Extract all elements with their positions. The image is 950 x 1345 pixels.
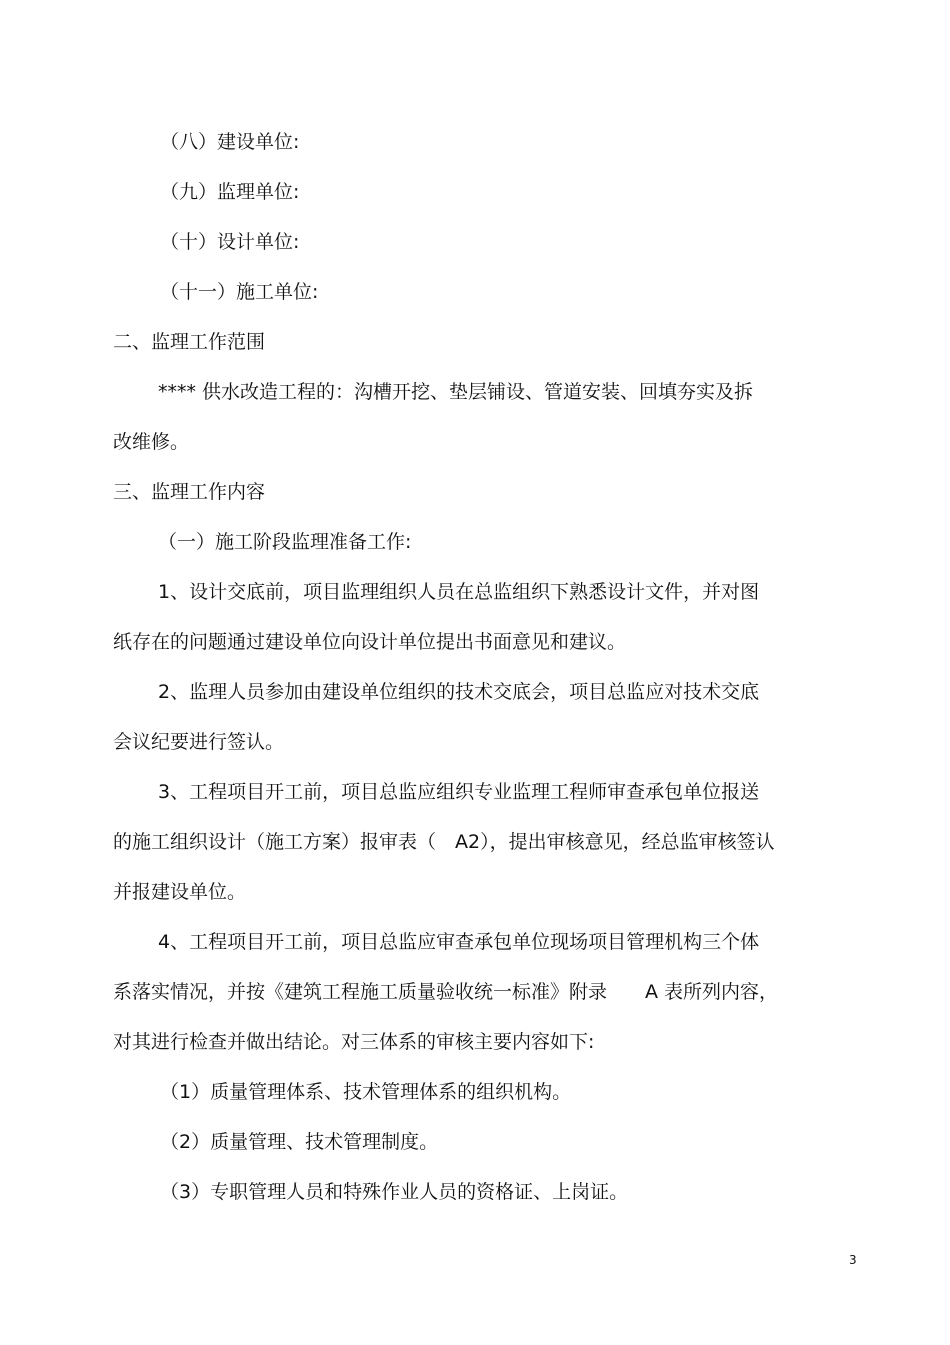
paragraph-line: 对其进行检查并做出结论。对三体系的审核主要内容如下: — [113, 1031, 595, 1053]
list-item: （2）质量管理、技术管理制度。 — [160, 1131, 439, 1153]
section-heading-content: 三、监理工作内容 — [113, 481, 266, 503]
paragraph-line: 3、工程项目开工前，项目总监应组织专业监理工程师审查承包单位报送 — [158, 781, 760, 803]
item-design-unit: （十）设计单位: — [160, 231, 300, 253]
list-item: （3）专职管理人员和特殊作业人员的资格证、上岗证。 — [160, 1181, 629, 1203]
scope-paragraph-line: 改维修。 — [113, 431, 190, 453]
scope-paragraph-line: **** 供水改造工程的：沟槽开挖、垫层铺设、管道安装、回填夯实及拆 — [158, 381, 754, 403]
paragraph-line: 纸存在的问题通过建设单位向设计单位提出书面意见和建议。 — [113, 631, 627, 653]
paragraph-line: 2、监理人员参加由建设单位组织的技术交底会，项目总监应对技术交底 — [158, 681, 760, 703]
paragraph-line: 1、设计交底前，项目监理组织人员在总监组织下熟悉设计文件，并对图 — [158, 581, 760, 603]
item-construction-unit: （八）建设单位: — [160, 131, 300, 153]
item-supervision-unit: （九）监理单位: — [160, 181, 300, 203]
page-number: 3 — [849, 1253, 857, 1267]
list-item: （1）质量管理体系、技术管理体系的组织机构。 — [160, 1081, 572, 1103]
paragraph-line: 的施工组织设计（施工方案）报审表（ A2），提出审核意见，经总监审核签认 — [113, 831, 775, 853]
subsection-heading-preparation: （一）施工阶段监理准备工作: — [158, 531, 412, 553]
paragraph-line: 会议纪要进行签认。 — [113, 731, 285, 753]
paragraph-line: 4、工程项目开工前，项目总监应审查承包单位现场项目管理机构三个体 — [158, 931, 760, 953]
paragraph-line: 系落实情况，并按《建筑工程施工质量验收统一标准》附录 A 表所列内容， — [113, 981, 779, 1003]
section-heading-scope: 二、监理工作范围 — [113, 331, 266, 353]
paragraph-line: 并报建设单位。 — [113, 881, 247, 903]
item-contractor-unit: （十一）施工单位: — [160, 281, 319, 303]
